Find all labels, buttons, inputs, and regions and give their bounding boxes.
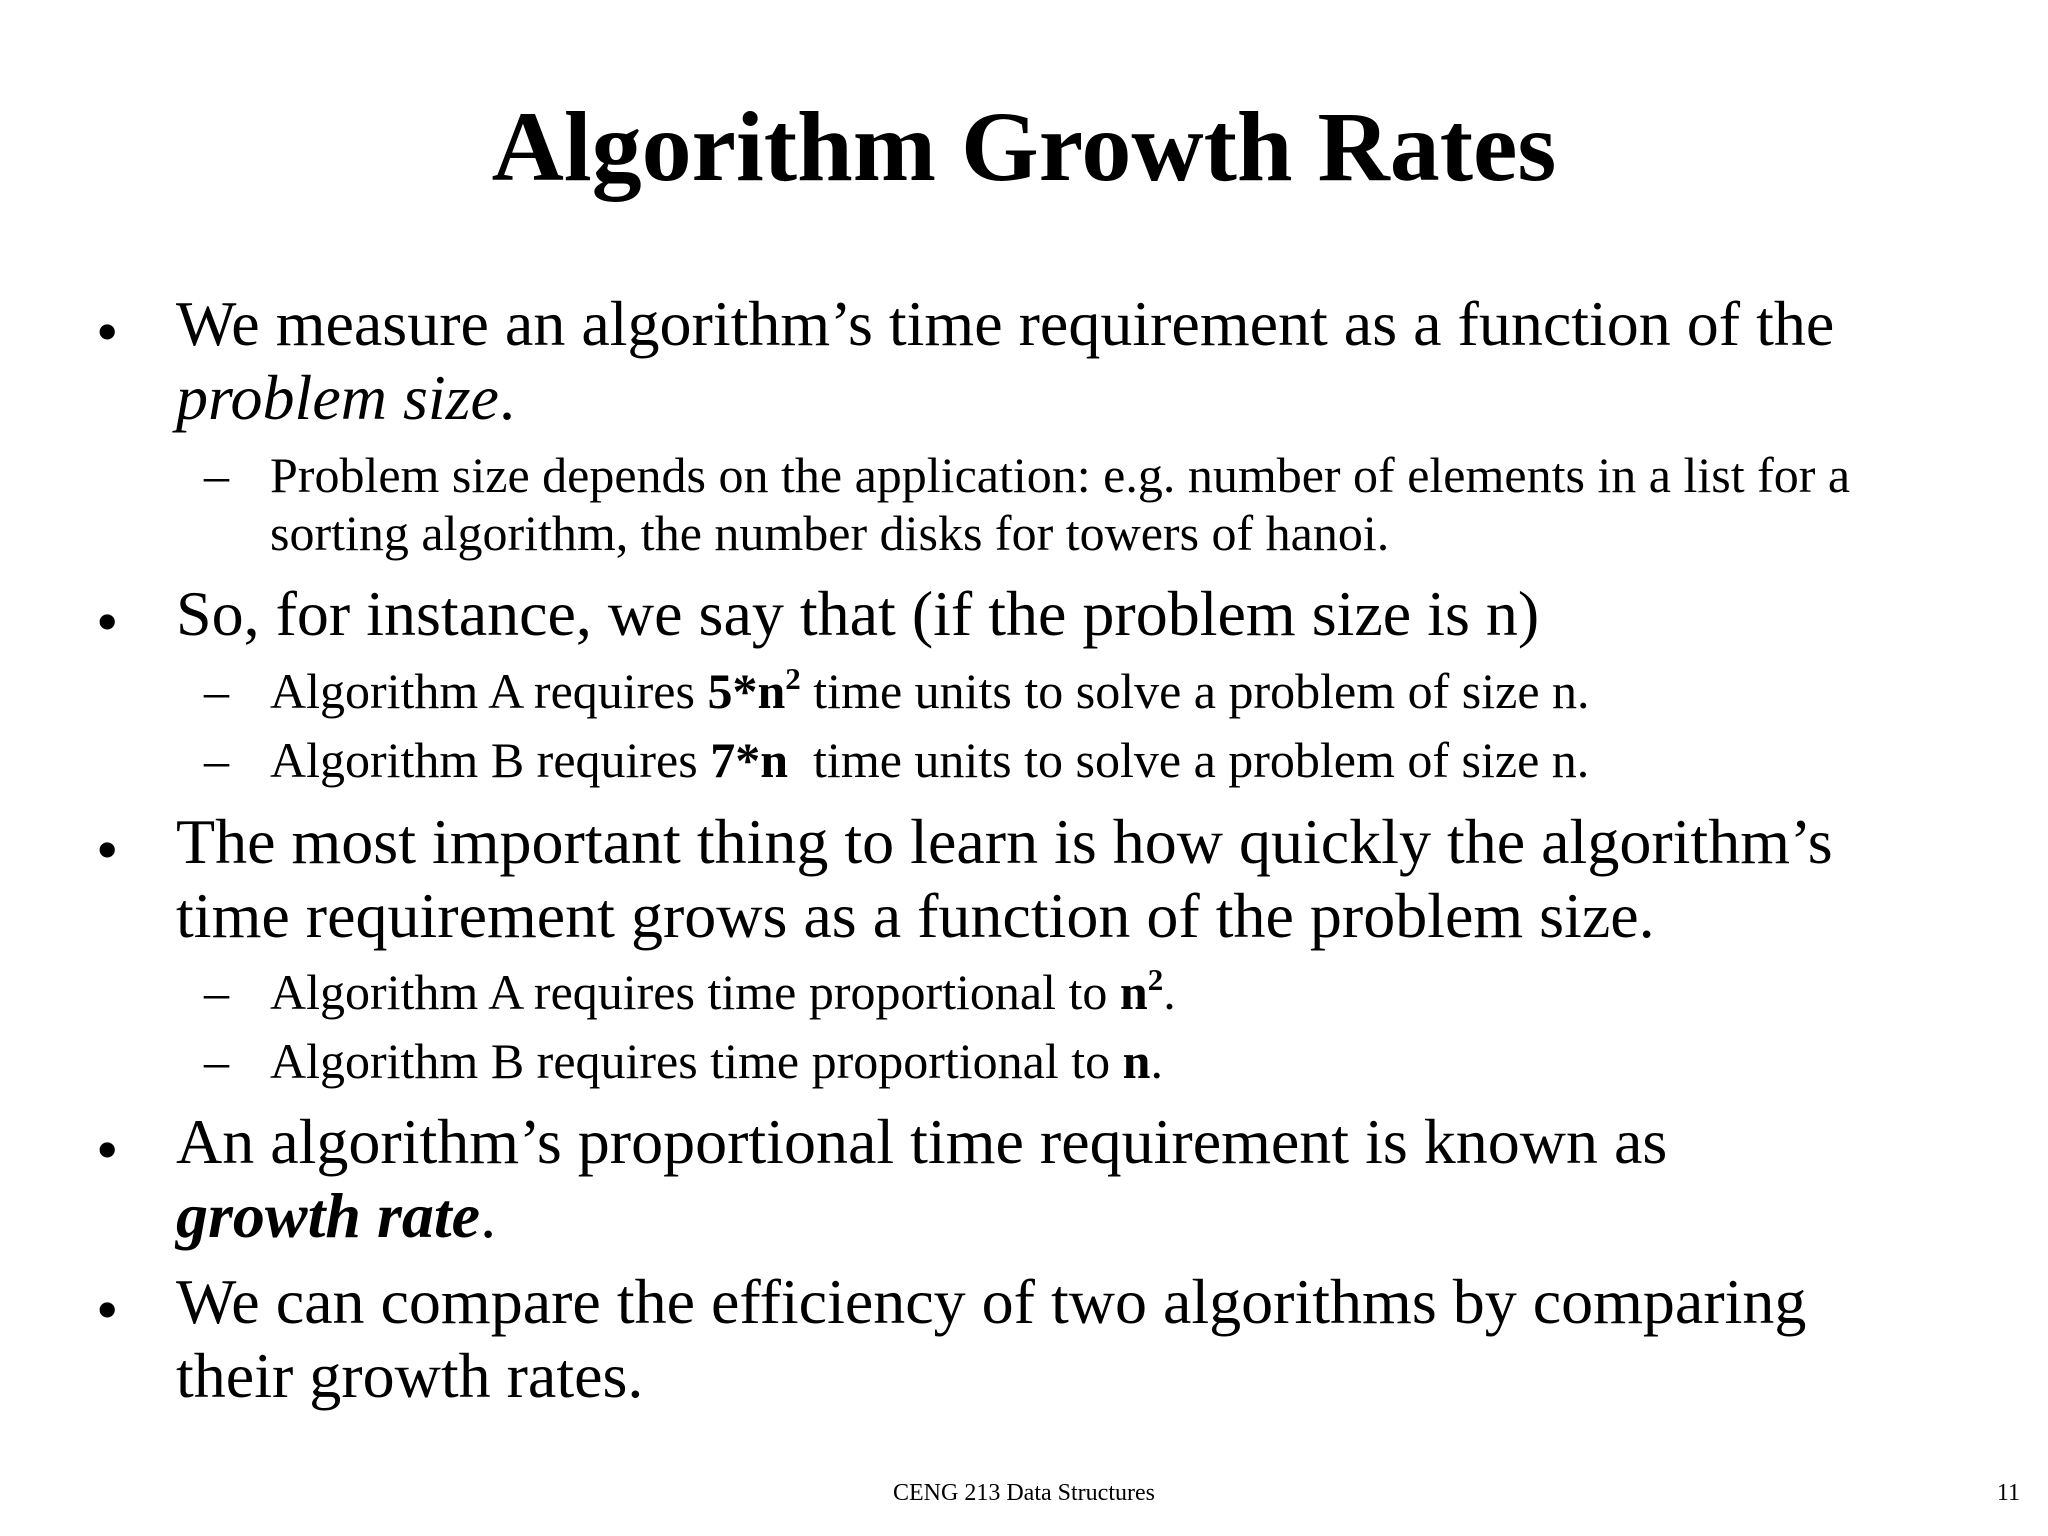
bullet-marker: •	[96, 586, 119, 657]
dash-marker: –	[204, 447, 229, 503]
bullet-4-line-2	[176, 1180, 496, 1252]
punctuation: .	[498, 362, 515, 433]
bullet-marker: •	[96, 296, 119, 367]
emphasis-problem-size: problem size	[176, 362, 499, 433]
dash-marker: –	[204, 663, 229, 719]
bullet-2-line-1: So, for instance, we say that (if the problem size is n)	[176, 578, 1540, 649]
sub-1-1-line-2: sorting algorithm, the number disks for towers of hanoi.	[270, 505, 1390, 561]
bullet-5-line-1: We can compare the efficiency of two algorithms by comparing	[176, 1266, 1807, 1337]
bullet-1-line-2	[176, 362, 515, 434]
page-number: 11	[1996, 1480, 2020, 1506]
sub-1-1-line-1: Problem size depends on the application: e.g. number of elements in a list for a	[270, 447, 1851, 503]
bullet-marker: •	[96, 814, 119, 885]
dash-marker: –	[204, 964, 229, 1020]
punctuation: .	[480, 1180, 497, 1251]
bullet-marker: •	[96, 1274, 119, 1345]
dash-marker: –	[204, 732, 229, 788]
sub-2-2: Algorithm B requires 7*n time units to solve a problem of size n.	[270, 732, 1590, 788]
bullet-3-line-1: The most important thing to learn is how quickly the algorithm’s	[176, 806, 1833, 877]
bullet-marker: •	[96, 1114, 119, 1185]
bullet-3-line-2: time requirement grows as a function of the problem size.	[176, 880, 1655, 951]
slide-title: Algorithm Growth Rates	[491, 91, 1557, 202]
sub-3-1: Algorithm A requires time proportional to $n^2$.	[270, 961, 1176, 1020]
bullet-4-line-1: An algorithm’s proportional time requirement is known as	[176, 1106, 1668, 1177]
sub-3-2: Algorithm B requires time proportional to n.	[270, 1033, 1163, 1089]
slide-footer: CENG 213 Data Structures	[893, 1480, 1155, 1506]
bullet-5-line-2: their growth rates.	[176, 1340, 644, 1411]
emphasis-growth-rate: growth rate	[176, 1180, 481, 1251]
bullet-1-line-1: We measure an algorithm’s time requirement as a function of the	[176, 288, 1835, 359]
dash-marker: –	[204, 1033, 229, 1089]
sub-2-1: Algorithm A requires $5*n^2$ time units to solve a problem of size n.	[270, 660, 1590, 719]
